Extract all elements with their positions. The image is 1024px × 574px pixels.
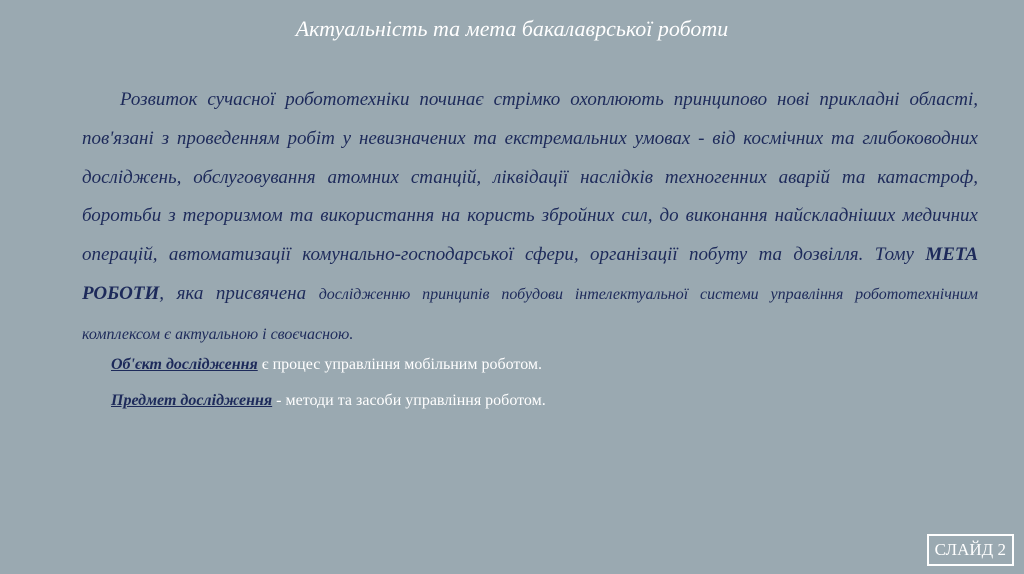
- research-subject-line: [111, 390, 546, 412]
- paragraph-tail: дослідженню принципів побудови інтелектуальної системи управління робототехнічним комплексом є актуальною і своєчасною.: [82, 285, 978, 343]
- slide-title: Актуальність та мета бакалаврської роботи: [295, 16, 729, 41]
- research-subject-term: Предмет дослідження: [111, 392, 273, 409]
- research-object-line: [111, 354, 542, 376]
- slide-number-badge: СЛАЙД 2: [927, 534, 1014, 566]
- paragraph-emphasis: МЕТА РОБОТИ: [82, 244, 978, 304]
- research-object-term: Об'єкт дослідження: [111, 356, 258, 373]
- main-paragraph: [82, 81, 978, 355]
- paragraph-text-1: Розвиток сучасної робототехніки починає стрімко охоплюють принципово нові прикладні області, пов'язані з проведенням робіт у невизначених та екстремальних умовах - від космічних та глибоководних досліджень, обслуговування атомних станцій, ліквідації наслідків техногенних аварій та катастроф, боротьби з тероризмом та використання на користь збройних сил, до виконання найскладніших медичних операцій, автоматизації комунально-господарської сфери, організації побуту та дозвілля. Тому: [82, 89, 978, 266]
- paragraph-text-2: , яка присвячена: [159, 282, 319, 304]
- research-object-text: є процес управління мобільним роботом.: [257, 356, 543, 373]
- research-subject-text: - методи та засоби управління роботом.: [272, 392, 546, 409]
